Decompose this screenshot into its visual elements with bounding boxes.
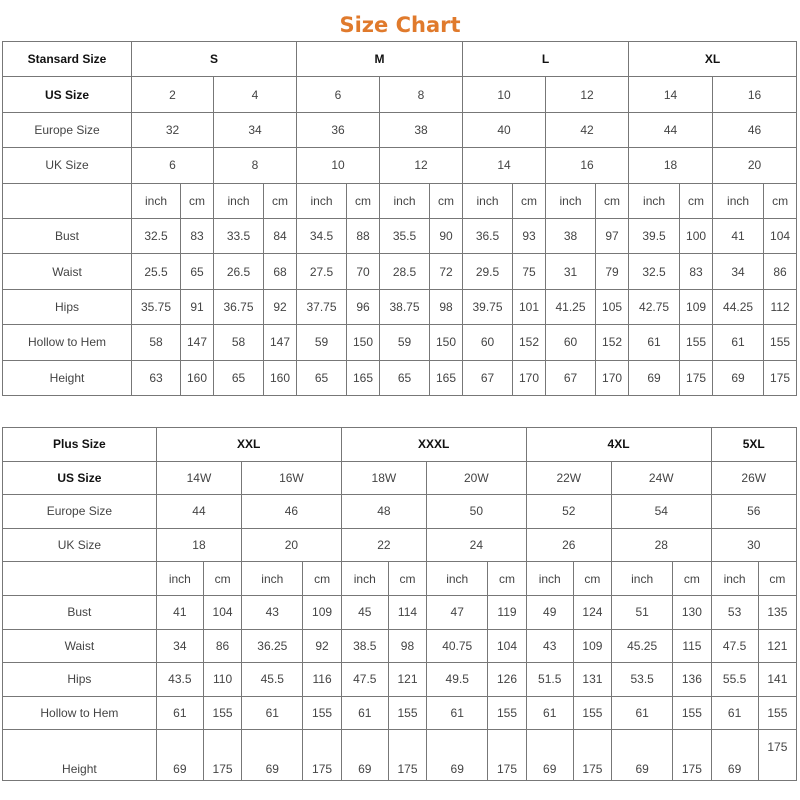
inch-value: 47: [427, 595, 488, 629]
inch-value: 69: [427, 730, 488, 781]
cm-value: 105: [596, 289, 629, 324]
uk-size-label: UK Size: [3, 528, 157, 562]
us-size-cell: 8: [380, 77, 463, 112]
cm-value: 155: [758, 696, 796, 730]
cm-value: 90: [430, 218, 463, 253]
europe-size-cell: 36: [297, 112, 380, 147]
inch-value: 61: [612, 696, 673, 730]
cm-value: 65: [181, 254, 214, 289]
inch-value: 69: [242, 730, 303, 781]
cm-value: 70: [347, 254, 380, 289]
uk-size-label: UK Size: [3, 148, 132, 183]
plus-unit-row: [3, 562, 797, 596]
inch-value: 67: [546, 360, 596, 395]
measurement-label: Height: [3, 730, 157, 781]
uk-size-cell: 16: [546, 148, 629, 183]
cm-value: 68: [264, 254, 297, 289]
us-size-cell: 16: [713, 77, 797, 112]
cm-value: 175: [303, 730, 341, 781]
cm-value: 93: [513, 218, 546, 253]
inch-value: 47.5: [711, 629, 758, 663]
unit-inch-header: inch: [341, 562, 388, 596]
cm-value: 175: [488, 730, 526, 781]
inch-value: 69: [713, 360, 764, 395]
measurement-label: Hips: [3, 289, 132, 324]
measurement-row: [3, 325, 797, 360]
unit-cm-header: cm: [573, 562, 611, 596]
cm-value: 119: [488, 595, 526, 629]
inch-value: 53.5: [612, 663, 673, 697]
uk-size-cell: 6: [132, 148, 214, 183]
cm-value: 83: [181, 218, 214, 253]
cm-value: 88: [347, 218, 380, 253]
europe-size-cell: 52: [526, 495, 611, 529]
cm-value: 175: [764, 360, 797, 395]
cm-value: 135: [758, 595, 796, 629]
inch-value: 45.5: [242, 663, 303, 697]
us-size-cell: 6: [297, 77, 380, 112]
inch-value: 27.5: [297, 254, 347, 289]
cm-value: 147: [181, 325, 214, 360]
inch-value: 69: [612, 730, 673, 781]
inch-value: 36.5: [463, 218, 513, 253]
inch-value: 59: [380, 325, 430, 360]
inch-value: 38: [546, 218, 596, 253]
inch-value: 29.5: [463, 254, 513, 289]
inch-value: 65: [380, 360, 430, 395]
unit-inch-header: inch: [546, 183, 596, 218]
measurement-row: [3, 360, 797, 395]
inch-value: 34: [156, 629, 203, 663]
uk-size-cell: 12: [380, 148, 463, 183]
europe-size-cell: 44: [156, 495, 241, 529]
inch-value: 61: [341, 696, 388, 730]
unit-inch-header: inch: [132, 183, 181, 218]
cm-value: 92: [303, 629, 341, 663]
inch-value: 45.25: [612, 629, 673, 663]
cm-value: 155: [203, 696, 241, 730]
europe-size-cell: 42: [546, 112, 629, 147]
inch-value: 34: [713, 254, 764, 289]
inch-value: 35.75: [132, 289, 181, 324]
unit-cm-header: cm: [764, 183, 797, 218]
cm-value: 109: [573, 629, 611, 663]
unit-inch-header: inch: [427, 562, 488, 596]
unit-cm-header: cm: [388, 562, 426, 596]
inch-value: 28.5: [380, 254, 430, 289]
cm-value: 101: [513, 289, 546, 324]
standard-us-row: [3, 77, 797, 112]
europe-size-label: Europe Size: [3, 112, 132, 147]
cm-value: 83: [680, 254, 713, 289]
cm-value: 97: [596, 218, 629, 253]
inch-value: 41.25: [546, 289, 596, 324]
standard-header-row: [3, 42, 797, 77]
cm-value: 104: [764, 218, 797, 253]
us-size-cell: 2: [132, 77, 214, 112]
inch-value: 40.75: [427, 629, 488, 663]
unit-cm-header: cm: [203, 562, 241, 596]
cm-value: 98: [430, 289, 463, 324]
inch-value: 61: [242, 696, 303, 730]
inch-value: 69: [526, 730, 573, 781]
standard-eu-row: [3, 112, 797, 147]
inch-value: 45: [341, 595, 388, 629]
size-group-s: S: [132, 42, 297, 77]
page-title: Size Chart: [339, 13, 461, 37]
measurement-label: Height: [3, 360, 132, 395]
measurement-row: [3, 218, 797, 253]
cm-value: 170: [513, 360, 546, 395]
unit-inch-header: inch: [526, 562, 573, 596]
size-group-xxxl: XXXL: [341, 428, 526, 462]
cm-value: 112: [764, 289, 797, 324]
cm-value: 98: [388, 629, 426, 663]
inch-value: 39.75: [463, 289, 513, 324]
cm-value: 136: [673, 663, 711, 697]
uk-size-cell: 24: [427, 528, 527, 562]
inch-value: 44.25: [713, 289, 764, 324]
uk-size-cell: 18: [156, 528, 241, 562]
unit-inch-header: inch: [713, 183, 764, 218]
plus-header-row: [3, 428, 797, 462]
inch-value: 58: [214, 325, 264, 360]
unit-cm-header: cm: [264, 183, 297, 218]
plus-us-row: [3, 461, 797, 495]
us-size-label: US Size: [3, 461, 157, 495]
inch-value: 38.75: [380, 289, 430, 324]
inch-value: 26.5: [214, 254, 264, 289]
inch-value: 61: [156, 696, 203, 730]
inch-value: 36.75: [214, 289, 264, 324]
inch-value: 31: [546, 254, 596, 289]
inch-value: 67: [463, 360, 513, 395]
inch-value: 53: [711, 595, 758, 629]
plus-uk-row: [3, 528, 797, 562]
inch-value: 43: [242, 595, 303, 629]
size-group-4xl: 4XL: [526, 428, 711, 462]
cm-value: 160: [264, 360, 297, 395]
unit-cm-header: cm: [181, 183, 214, 218]
cm-value: 155: [388, 696, 426, 730]
uk-size-cell: 26: [526, 528, 611, 562]
inch-value: 51.5: [526, 663, 573, 697]
unit-inch-header: inch: [156, 562, 203, 596]
uk-size-cell: 28: [612, 528, 712, 562]
inch-value: 43: [526, 629, 573, 663]
cm-value: 104: [203, 595, 241, 629]
measurement-row: [3, 663, 797, 697]
cm-value: 130: [673, 595, 711, 629]
size-group-5xl: 5XL: [711, 428, 797, 462]
europe-size-cell: 54: [612, 495, 712, 529]
inch-value: 39.5: [629, 218, 680, 253]
cm-value: 109: [303, 595, 341, 629]
europe-size-cell: 46: [242, 495, 342, 529]
cm-value: 124: [573, 595, 611, 629]
cm-value: 152: [596, 325, 629, 360]
uk-size-cell: 20: [242, 528, 342, 562]
inch-value: 32.5: [629, 254, 680, 289]
inch-value: 65: [214, 360, 264, 395]
inch-value: 59: [297, 325, 347, 360]
cm-value: 170: [596, 360, 629, 395]
size-group-xl: XL: [629, 42, 797, 77]
inch-value: 42.75: [629, 289, 680, 324]
unit-cm-header: cm: [303, 562, 341, 596]
inch-value: 61: [629, 325, 680, 360]
cm-value: 75: [513, 254, 546, 289]
inch-value: 49: [526, 595, 573, 629]
inch-value: 65: [297, 360, 347, 395]
plus-size-table: [2, 427, 797, 781]
cm-value: 175: [758, 730, 796, 781]
inch-value: 51: [612, 595, 673, 629]
cm-value: 91: [181, 289, 214, 324]
us-size-cell: 18W: [341, 461, 426, 495]
europe-size-cell: 48: [341, 495, 426, 529]
uk-size-cell: 10: [297, 148, 380, 183]
inch-value: 33.5: [214, 218, 264, 253]
inch-value: 55.5: [711, 663, 758, 697]
unit-inch-header: inch: [214, 183, 264, 218]
inch-value: 69: [341, 730, 388, 781]
measurement-label: Hips: [3, 663, 157, 697]
inch-value: 37.75: [297, 289, 347, 324]
europe-size-cell: 50: [427, 495, 527, 529]
inch-value: 38.5: [341, 629, 388, 663]
us-size-cell: 24W: [612, 461, 712, 495]
standard-size-table: [2, 41, 797, 396]
us-size-cell: 4: [214, 77, 297, 112]
unit-inch-header: inch: [612, 562, 673, 596]
standard-unit-row: [3, 183, 797, 218]
inch-value: 60: [463, 325, 513, 360]
measurement-label: Waist: [3, 254, 132, 289]
cm-value: 155: [764, 325, 797, 360]
inch-value: 69: [629, 360, 680, 395]
cm-value: 109: [680, 289, 713, 324]
uk-size-cell: 22: [341, 528, 426, 562]
cm-value: 121: [758, 629, 796, 663]
europe-size-cell: 34: [214, 112, 297, 147]
inch-value: 25.5: [132, 254, 181, 289]
uk-size-cell: 18: [629, 148, 713, 183]
us-size-cell: 20W: [427, 461, 527, 495]
inch-value: 47.5: [341, 663, 388, 697]
cm-value: 141: [758, 663, 796, 697]
inch-value: 43.5: [156, 663, 203, 697]
cm-value: 126: [488, 663, 526, 697]
inch-value: 41: [713, 218, 764, 253]
unit-cm-header: cm: [347, 183, 380, 218]
cm-value: 150: [430, 325, 463, 360]
unit-label-empty: [3, 183, 132, 218]
cm-value: 131: [573, 663, 611, 697]
inch-value: 36.25: [242, 629, 303, 663]
inch-value: 32.5: [132, 218, 181, 253]
us-size-cell: 10: [463, 77, 546, 112]
inch-value: 49.5: [427, 663, 488, 697]
size-group-xxl: XXL: [156, 428, 341, 462]
cm-value: 92: [264, 289, 297, 324]
cm-value: 175: [203, 730, 241, 781]
inch-value: 34.5: [297, 218, 347, 253]
us-size-cell: 22W: [526, 461, 611, 495]
cm-value: 84: [264, 218, 297, 253]
cm-value: 114: [388, 595, 426, 629]
unit-inch-header: inch: [629, 183, 680, 218]
inch-value: 61: [427, 696, 488, 730]
us-size-cell: 14W: [156, 461, 241, 495]
europe-size-cell: 56: [711, 495, 797, 529]
unit-inch-header: inch: [297, 183, 347, 218]
uk-size-cell: 20: [713, 148, 797, 183]
inch-value: 61: [526, 696, 573, 730]
europe-size-cell: 46: [713, 112, 797, 147]
plus-eu-row: [3, 495, 797, 529]
europe-size-cell: 32: [132, 112, 214, 147]
cm-value: 104: [488, 629, 526, 663]
standard-uk-row: [3, 148, 797, 183]
measurement-row: [3, 595, 797, 629]
measurement-row: [3, 254, 797, 289]
europe-size-cell: 44: [629, 112, 713, 147]
cm-value: 86: [764, 254, 797, 289]
europe-size-cell: 40: [463, 112, 546, 147]
cm-value: 100: [680, 218, 713, 253]
uk-size-cell: 30: [711, 528, 797, 562]
unit-cm-header: cm: [680, 183, 713, 218]
cm-value: 79: [596, 254, 629, 289]
europe-size-label: Europe Size: [3, 495, 157, 529]
measurement-label: Waist: [3, 629, 157, 663]
measurement-label: Bust: [3, 218, 132, 253]
cm-value: 86: [203, 629, 241, 663]
us-size-label: US Size: [3, 77, 132, 112]
uk-size-cell: 14: [463, 148, 546, 183]
unit-label-empty: [3, 562, 157, 596]
cm-value: 96: [347, 289, 380, 324]
us-size-cell: 12: [546, 77, 629, 112]
cm-value: 115: [673, 629, 711, 663]
unit-inch-header: inch: [242, 562, 303, 596]
us-size-cell: 14: [629, 77, 713, 112]
cm-value: 175: [673, 730, 711, 781]
unit-inch-header: inch: [380, 183, 430, 218]
inch-value: 63: [132, 360, 181, 395]
unit-cm-header: cm: [758, 562, 796, 596]
cm-value: 72: [430, 254, 463, 289]
cm-value: 116: [303, 663, 341, 697]
cm-value: 121: [388, 663, 426, 697]
cm-value: 152: [513, 325, 546, 360]
measurement-row: [3, 696, 797, 730]
unit-inch-header: inch: [463, 183, 513, 218]
us-size-cell: 16W: [242, 461, 342, 495]
cm-value: 147: [264, 325, 297, 360]
measurement-label: Bust: [3, 595, 157, 629]
cm-value: 160: [181, 360, 214, 395]
inch-value: 69: [711, 730, 758, 781]
inch-value: 41: [156, 595, 203, 629]
cm-value: 155: [488, 696, 526, 730]
cm-value: 155: [673, 696, 711, 730]
uk-size-cell: 8: [214, 148, 297, 183]
inch-value: 61: [713, 325, 764, 360]
cm-value: 175: [388, 730, 426, 781]
inch-value: 58: [132, 325, 181, 360]
inch-value: 35.5: [380, 218, 430, 253]
measurement-label: Hollow to Hem: [3, 696, 157, 730]
measurement-row: [3, 289, 797, 324]
cm-value: 175: [680, 360, 713, 395]
standard-size-label: Stansard Size: [3, 42, 132, 77]
cm-value: 165: [430, 360, 463, 395]
cm-value: 155: [680, 325, 713, 360]
unit-cm-header: cm: [513, 183, 546, 218]
unit-cm-header: cm: [673, 562, 711, 596]
cm-value: 175: [573, 730, 611, 781]
europe-size-cell: 38: [380, 112, 463, 147]
unit-cm-header: cm: [488, 562, 526, 596]
cm-value: 155: [573, 696, 611, 730]
us-size-cell: 26W: [711, 461, 797, 495]
measurement-label: Hollow to Hem: [3, 325, 132, 360]
cm-value: 110: [203, 663, 241, 697]
inch-value: 60: [546, 325, 596, 360]
inch-value: 61: [711, 696, 758, 730]
size-group-l: L: [463, 42, 629, 77]
cm-value: 155: [303, 696, 341, 730]
cm-value: 150: [347, 325, 380, 360]
unit-cm-header: cm: [596, 183, 629, 218]
unit-inch-header: inch: [711, 562, 758, 596]
inch-value: 69: [156, 730, 203, 781]
unit-cm-header: cm: [430, 183, 463, 218]
measurement-row: [3, 629, 797, 663]
plus-size-label: Plus Size: [3, 428, 157, 462]
size-group-m: M: [297, 42, 463, 77]
cm-value: 165: [347, 360, 380, 395]
measurement-row: [3, 730, 797, 781]
